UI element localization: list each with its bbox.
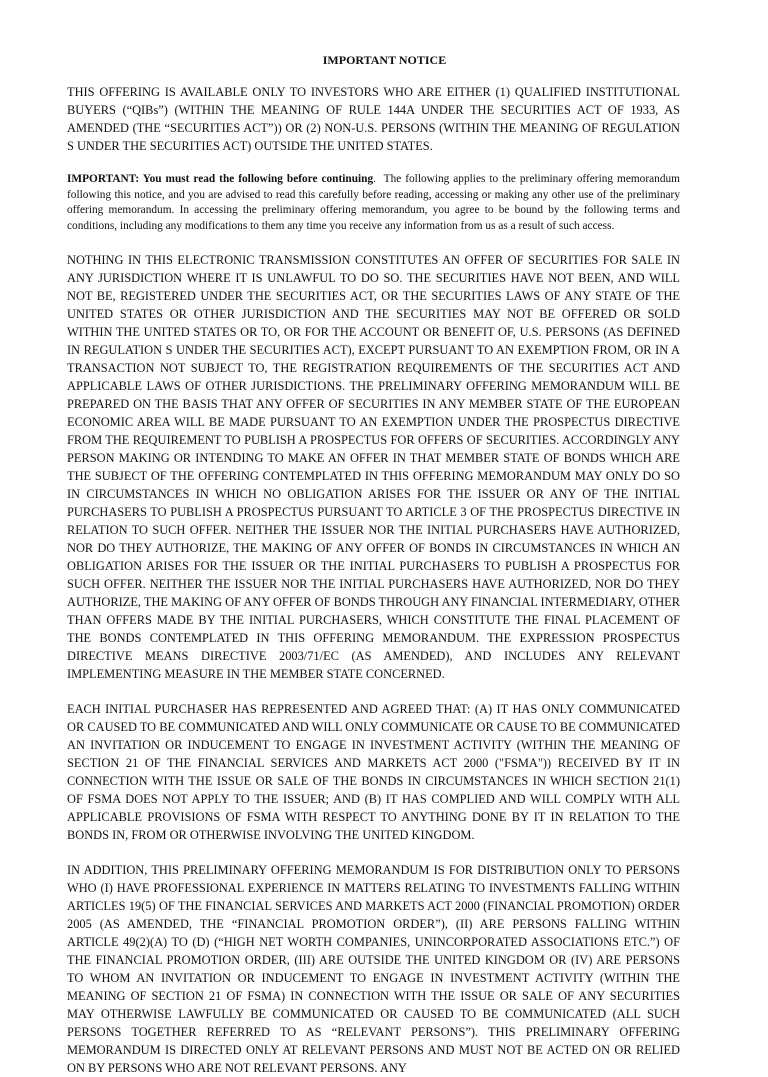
initial-purchaser-paragraph: EACH INITIAL PURCHASER HAS REPRESENTED AND AGREED THAT: (A) IT HAS ONLY COMMUNICATED OR CAUSED TO BE COMMUNICATED AND WILL ONLY COMMUNICATE OR CAUSE TO BE COMMUNICATED AN INVITATION OR INDUCEMENT TO ENGAGE IN INVESTMENT ACTIVITY (WITHIN THE MEANING OF SECTION 21 OF THE FINANCIAL SERVICES AND MARKETS ACT 2000 ("FSMA")) RECEIVED BY IT IN CONNECTION WITH THE ISSUE OR SALE OF THE BONDS IN CIRCUMSTANCES IN WHICH SECTION 21(1) OF FSMA DOES NOT APPLY TO THE ISSUER; AND (B) IT HAS COMPLIED AND WILL COMPLY WITH ALL APPLICABLE PROVISIONS OF FSMA WITH RESPECT TO ANYTHING DONE BY IT IN RELATION TO THE BONDS IN, FROM OR OTHERWISE INVOLVING THE UNITED KINGDOM.: [67, 702, 680, 842]
no-offer-paragraph: NOTHING IN THIS ELECTRONIC TRANSMISSION CONSTITUTES AN OFFER OF SECURITIES FOR SALE IN ANY JURISDICTION WHERE IT IS UNLAWFUL TO DO SO. THE SECURITIES HAVE NOT BEEN, AND WILL NOT BE, REGISTERED UNDER THE SECURITIES ACT, OR THE SECURITIES LAWS OF ANY STATE OF THE UNITED STATES OR OTHER JURISDICTION AND THE SECURITIES MAY NOT BE OFFERED OR SOLD WITHIN THE UNITED STATES OR TO, OR FOR THE ACCOUNT OR BENEFIT OF, U.S. PERSONS (AS DEFINED IN REGULATION S UNDER THE SECURITIES ACT), EXCEPT PURSUANT TO AN EXEMPTION FROM, OR IN A TRANSACTION NOT SUBJECT TO, THE REGISTRATION REQUIREMENTS OF THE SECURITIES ACT AND APPLICABLE LAWS OF OTHER JURISDICTIONS. THE PRELIMINARY OFFERING MEMORANDUM WILL BE PREPARED ON THE BASIS THAT ANY OFFER OF SECURITIES IN ANY MEMBER STATE OF THE EUROPEAN ECONOMIC AREA WILL BE MADE PURSUANT TO AN EXEMPTION UNDER THE PROSPECTUS DIRECTIVE FROM THE REQUIREMENT TO PUBLISH A PROSPECTUS FOR OFFERS OF SECURITIES. ACCORDINGLY ANY PERSON MAKING OR INTENDING TO MAKE AN OFFER IN THAT MEMBER STATE OF BONDS WHICH ARE THE SUBJECT OF THE OFFERING CONTEMPLATED IN THIS OFFERING MEMORANDUM MAY ONLY DO SO IN CIRCUMSTANCES IN WHICH NO OBLIGATION ARISES FOR THE ISSUER OR ANY OF THE INITIAL PURCHASERS TO PUBLISH A PROSPECTUS PURSUANT TO ARTICLE 3 OF THE PROSPECTUS DIRECTIVE IN RELATION TO SUCH OFFER. NEITHER THE ISSUER NOR THE INITIAL PURCHASERS HAVE AUTHORIZED, NOR DO THEY AUTHORIZE, THE MAKING OF ANY OFFER OF BONDS IN CIRCUMSTANCES IN WHICH AN OBLIGATION ARISES FOR THE ISSUER OR THE INITIAL PURCHASERS TO PUBLISH A PROSPECTUS FOR SUCH OFFER. NEITHER THE ISSUER NOR THE INITIAL PURCHASERS HAVE AUTHORIZED, NOR DO THEY AUTHORIZE, THE MAKING OF ANY OFFER OF BONDS THROUGH ANY FINANCIAL INTERMEDIARY, OTHER THAN OFFERS MADE BY THE INITIAL PURCHASERS, WHICH CONSTITUTE THE FINAL PLACEMENT OF THE BONDS CONTEMPLATED IN THIS OFFERING MEMORANDUM. THE EXPRESSION PROSPECTUS DIRECTIVE MEANS DIRECTIVE 2003/71/EC (AS AMENDED), AND INCLUDES ANY RELEVANT IMPLEMENTING MEASURE IN THE MEMBER STATE CONCERNED.: [67, 253, 680, 681]
important-body-text: The following applies to the preliminary offering memorandum following this notice, and you are advised to read this carefully before reading, accessing or making any other use of the preliminary offering memorandum. In accessing the preliminary offering memorandum, you agree to be bound by the following terms and conditions, including any modifications to them any time you receive any information from us as a result of such access.: [67, 173, 680, 232]
page-title: IMPORTANT NOTICE: [322, 53, 447, 67]
important-label: IMPORTANT: [67, 173, 136, 185]
important-lead-text: You must read the following before continuing: [142, 173, 374, 185]
eligibility-paragraph: THIS OFFERING IS AVAILABLE ONLY TO INVESTORS WHO ARE EITHER (1) QUALIFIED INSTITUTIONAL BUYERS (“QIBs”) (WITHIN THE MEANING OF RULE 144A UNDER THE SECURITIES ACT OF 1933, AS AMENDED (THE “SECURITIES ACT”)) OR (2) NON-U.S. PERSONS (WITHIN THE MEANING OF REGULATION S UNDER THE SECURITIES ACT) OUTSIDE THE UNITED STATES.: [67, 85, 680, 153]
distribution-paragraph: IN ADDITION, THIS PRELIMINARY OFFERING MEMORANDUM IS FOR DISTRIBUTION ONLY TO PERSONS WHO (I) HAVE PROFESSIONAL EXPERIENCE IN MATTERS RELATING TO INVESTMENTS FALLING WITHIN ARTICLES 19(5) OF THE FINANCIAL SERVICES AND MARKETS ACT 2000 (FINANCIAL PROMOTION) ORDER 2005 (AS AMENDED, THE “FINANCIAL PROMOTION ORDER”), (II) ARE PERSONS FALLING WITHIN ARTICLE 49(2)(A) TO (D) (“HIGH NET WORTH COMPANIES, UNINCORPORATED ASSOCIATIONS ETC.”) OF THE FINANCIAL PROMOTION ORDER, (III) ARE OUTSIDE THE UNITED KINGDOM OR (IV) ARE PERSONS TO WHOM AN INVITATION OR INDUCEMENT TO ENGAGE IN INVESTMENT ACTIVITY (WITHIN THE MEANING OF SECTION 21 OF FSMA) IN CONNECTION WITH THE ISSUE OR SALE OF ANY SECURITIES MAY OTHERWISE LAWFULLY BE COMMUNICATED OR CAUSED TO BE COMMUNICATED (ALL SUCH PERSONS TOGETHER REFERRED TO AS “RELEVANT PERSONS”). THIS PRELIMINARY OFFERING MEMORANDUM IS DIRECTED ONLY AT RELEVANT PERSONS AND MUST NOT BE ACTED ON OR RELIED ON BY PERSONS WHO ARE NOT RELEVANT PERSONS. ANY: [67, 863, 680, 1075]
important-paragraph: IMPORTANT: You must read the following before continuing. The following applies to the preliminary offering memorandum following this notice, and you are advised to read this carefully before reading, accessing or making any other use of the preliminary offering memorandum. In accessing the preliminary offering memorandum, you agree to be bound by the following terms and conditions, including any modifications to them any time you receive any information from us as a result of such access.: [67, 173, 680, 232]
